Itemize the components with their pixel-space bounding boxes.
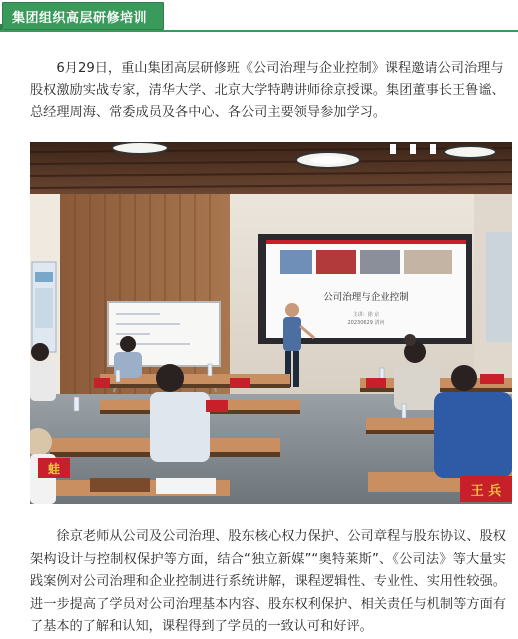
body-paragraph: 徐京老师从公司及公司治理、股东核心权力保护、公司章程与股东协议、股权架构设计与控制权保护等方面，结合“独立新媒”“奥特莱斯”、《公司法》等大量实践案例对公司治理和企业控制进行系统讲解，课程逻辑性、专业性、实用性较强。进一步提高了学员对公司治理基本内容、股东权利保护、相关责任与机制等方面有了基本的了解和认知，课程得到了学员的一致认可和好评。	[30, 529, 506, 634]
section-header	[0, 2, 164, 30]
nameplate-left: 蛙	[47, 462, 61, 476]
slide-speaker: 主讲：徐 京	[352, 312, 380, 318]
intro-paragraph: 6月29日，重山集团高层研修班《公司治理与企业控制》课程邀请公司治理与股权激励实战专家，清华大学、北京大学特聘讲师徐京授课。集团董事长王鲁谧、总经理周海、常委成员及各中心、各公司主要领导参加学习。	[30, 61, 505, 120]
slide-date: 20230629 清河	[347, 320, 385, 326]
section-title: 集团组织高层研修培训	[12, 11, 148, 26]
slide-title: 公司治理与企业控制	[323, 292, 409, 303]
section-divider	[0, 30, 518, 32]
nameplate-right: 王 兵	[470, 484, 502, 499]
classroom-photo	[30, 142, 512, 504]
